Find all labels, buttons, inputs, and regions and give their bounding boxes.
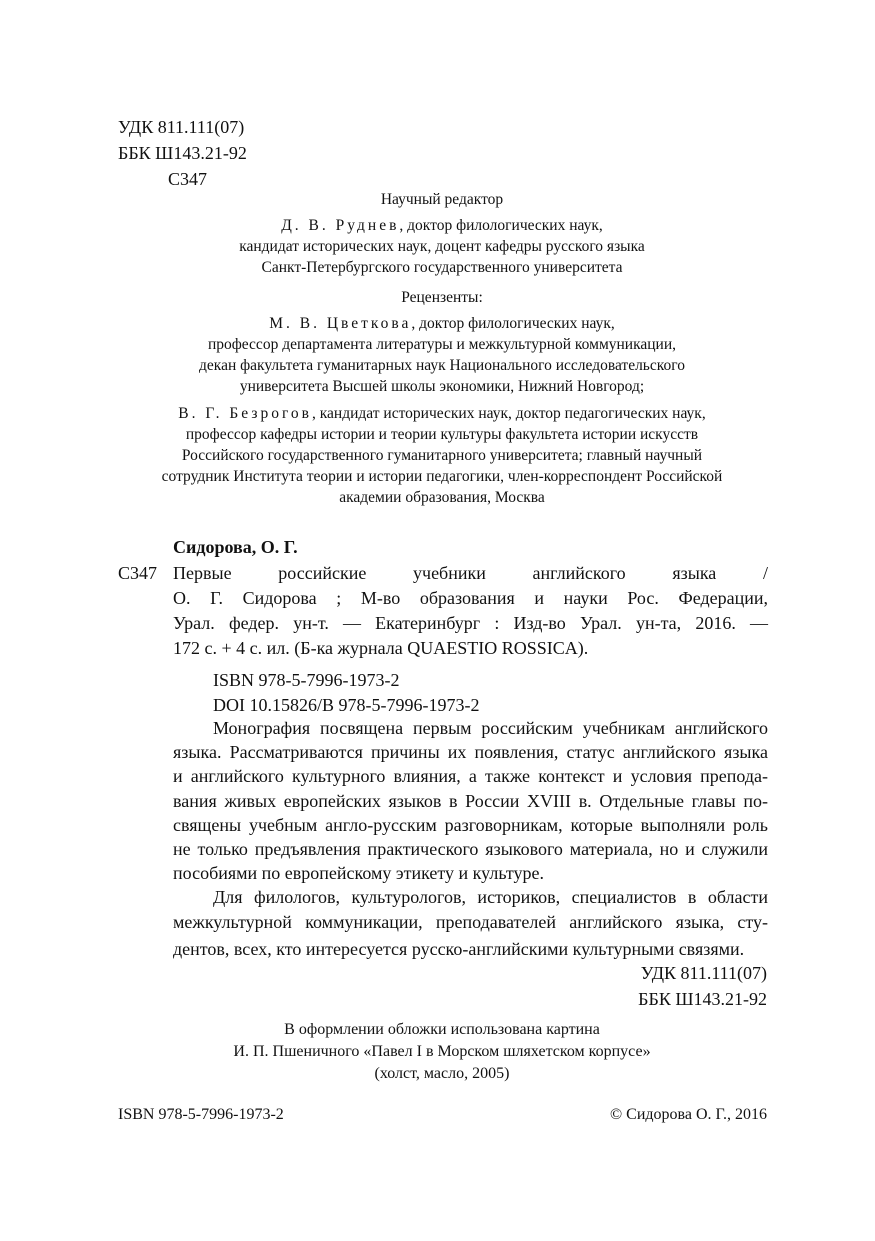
annotation-line: не только предъявления практического языкового материала, но и служили bbox=[173, 839, 768, 860]
entry-line: 172 с. + 4 с. ил. (Б-ка журнала QUAESTIO ROSSICA). bbox=[173, 638, 589, 658]
reviewer-line: университета Высшей школы экономики, Нижний Новгород; bbox=[239, 378, 645, 395]
audience-line: межкультурной коммуникации, преподавателей английского языка, сту- bbox=[173, 911, 768, 932]
annotation-line: вания живых европейских языков в России XVIII в. Отдельные главы по- bbox=[173, 790, 768, 811]
cover-note bbox=[118, 1019, 766, 1085]
annotation-line: священы учебным англо-русским разговорникам, которые выполняли роль bbox=[173, 814, 768, 835]
audience-line: Для филологов, культурологов, историков, специалистов в области bbox=[213, 887, 768, 908]
scientific-editor-block bbox=[118, 189, 766, 278]
isbn-doi-block bbox=[213, 668, 479, 718]
udk-code-right: УДК 811.111(07) bbox=[640, 963, 767, 983]
editor-line: Д. В. Руднев, доктор филологических наук, bbox=[281, 217, 603, 234]
annotation bbox=[173, 716, 768, 961]
entry-code: С347 bbox=[118, 563, 158, 583]
editor-heading: Научный редактор bbox=[380, 191, 504, 208]
reviewers-block bbox=[118, 287, 766, 508]
annotation-line: Монография посвящена первым российским учебникам английского bbox=[213, 718, 768, 738]
reviewer-line: Российского государственного гуманитарного университета; главный научный bbox=[181, 447, 703, 464]
entry-first-row bbox=[118, 561, 768, 586]
entry-doi: DOI 10.15826/B 978-5-7996-1973-2 bbox=[213, 695, 480, 715]
entry-line: О. Г. Сидорова ; М-во образования и науки Рос. Федерации, bbox=[173, 588, 768, 608]
reviewer-2-name: В. Г. Безрогов bbox=[178, 405, 312, 422]
reviewer-line: академии образования, Москва bbox=[339, 489, 545, 506]
cover-note-line: (холст, масло, 2005) bbox=[374, 1065, 510, 1082]
classification-codes bbox=[118, 114, 247, 192]
reviewer-line: М. В. Цветкова, доктор филологических наук, bbox=[269, 315, 615, 332]
footer-copyright: © Сидорова О. Г., 2016 bbox=[610, 1106, 767, 1123]
udk-code: УДК 811.111(07) bbox=[118, 117, 245, 137]
entry-row bbox=[118, 636, 768, 661]
annotation-line: и английского культурного влияния, а также контекст и условия препода- bbox=[173, 766, 768, 787]
reviewer-line: профессор департамента литературы и межкультурной коммуникации, bbox=[207, 336, 677, 353]
reviewer-line: профессор кафедры истории и теории культуры факультета истории искусств bbox=[185, 426, 699, 443]
bbk-code: ББК Ш143.21-92 bbox=[118, 143, 247, 163]
reviewer-1-name: М. В. Цветкова bbox=[269, 315, 412, 332]
footer-isbn: ISBN 978-5-7996-1973-2 bbox=[118, 1106, 284, 1123]
audience-line: дентов, всех, кто интересуется русско-английскими культурными связями. bbox=[173, 938, 745, 959]
reviewer-line: сотрудник Института теории и истории педагогики, член-корреспондент Российской bbox=[161, 468, 723, 485]
entry-line: Урал. федер. ун-т. — Екатеринбург : Изд-во Урал. ун-та, 2016. — bbox=[173, 613, 768, 633]
reviewer-line: В. Г. Безрогов, кандидат исторических наук, доктор педагогических наук, bbox=[178, 405, 706, 422]
editor-name: Д. В. Руднев bbox=[281, 217, 400, 234]
catalog-author: Сидорова, О. Г. bbox=[173, 537, 298, 557]
reviewers-heading: Рецензенты: bbox=[401, 289, 483, 306]
editor-line: Санкт-Петербургского государственного университета bbox=[261, 259, 623, 276]
editor-line: кандидат исторических наук, доцент кафедры русского языка bbox=[239, 238, 645, 255]
catalog-entry bbox=[118, 561, 768, 661]
right-classification bbox=[560, 960, 767, 1012]
entry-row bbox=[118, 611, 768, 636]
reviewer-line: декан факультета гуманитарных наук Национального исследовательского bbox=[199, 357, 685, 374]
entry-line: Первые российские учебники английского языка / bbox=[173, 563, 768, 583]
entry-row bbox=[118, 586, 768, 611]
bbk-code-right: ББК Ш143.21-92 bbox=[638, 989, 767, 1009]
annotation-line: пособиями по европейскому этикету и культуре. bbox=[173, 863, 545, 884]
annotation-line: языка. Рассматриваются причины их появления, статус английского языка bbox=[173, 742, 768, 763]
entry-isbn: ISBN 978-5-7996-1973-2 bbox=[213, 670, 400, 690]
author-mark: С347 bbox=[168, 169, 208, 189]
cover-note-line: И. П. Пшеничного «Павел I в Морском шляхетском корпусе» bbox=[233, 1043, 651, 1060]
cover-note-line: В оформлении обложки использована картина bbox=[284, 1021, 600, 1038]
